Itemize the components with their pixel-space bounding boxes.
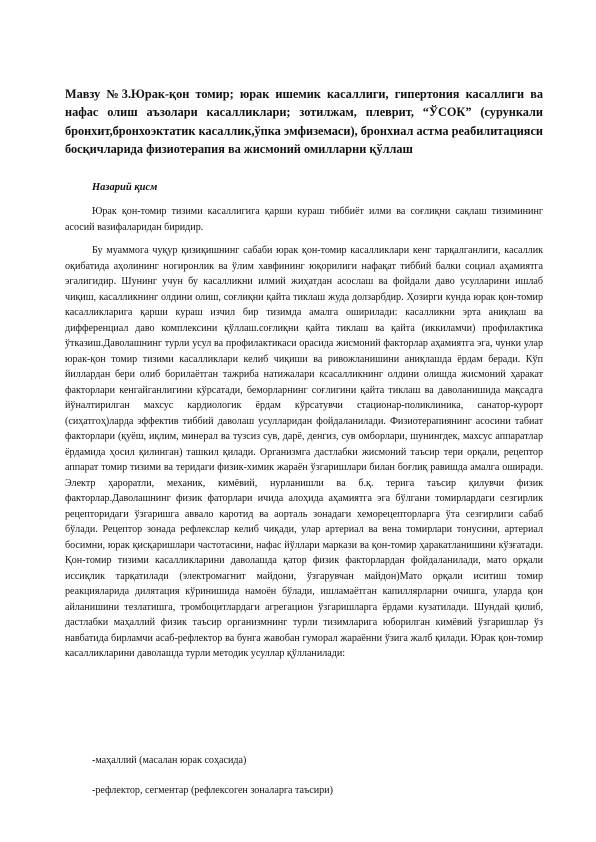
list-item: -маҳаллий (масалан юрак соҳасида) — [92, 755, 247, 766]
paragraph: Юрак қон-томир тизими касаллигига қарши кураш тиббиёт илми ва соғлиқни сақлаш тизимининг асосий вазифаларидан биридир. — [65, 206, 543, 233]
paragraph: Бу муаммога чуқур қизиқишнинг сабаби юрак қон-томир касалликлари кенг тарқалганлиги, касаллик оқибатида аҳолининг ногиронлик ва ўлим хавфининг юқорилиги нафақат тиббий балки социал аҳамиятга эгалигидир. Шунинг учун бу касалликни илмий жиҳатдан асослаш ва фойдали даво усулларини ишлаб чиқиш, касалликнинг олдини олиш, соғлиқни қайта тиклаш жуда долзарбдир. Ҳозирги кунда юрак қон-томир касалликларига қарши кураш изчил бир тизимда амалга оширилади: касалликни эрта аниқлаш ва дифференциал даво комплексини қўллаш.соғлиқни қайта тиклаш ва қайта (иккиламчи) профилактика ўтказиш.Даволашнинг турли усул ва профилактикаси орасида жисмоний факторлар аҳамиятга эга, чунки улар юрак-қон томир тизими касалликлари келиб чиқиши ва ривожланишини аниқлашда ёрдам беради. Кўп йиллардан бери олиб борилаётган тажриба натижалари ксасалликнинг олдини олишда жисмоний ҳаракат факторлари кенгайганлигини кўрсатади, беморларнинг соғлигини қайта тиклаш ва даволанишида мақсадга йўналтирилган махсус кардиологик ёрдам кўрсатувчи стационар-поликлиника, санатор-курорт (сиҳатгоҳ)ларда эффектив тиббий даволаш усулларидан фойдаланилади. Физиотерапиянинг асосини табиат факторлари (қуёш, иқлим, минерал ва тузсиз сув, дарё, денгиз, сув омборлари, шунингдек, махсус аппаратлар ёрдамида ҳосил қилинган) ташкил қилади. Организмга дастлабки жисмоний таъсир тери орқали, рецептор аппарат томир тизими ва теридаги физик-химик жараён ўзгаришлари билан боғлиқ равишда амалга оширади. Электр ҳароратли, механик, кимёвий, нурланишли ва б.қ. терига таъсир қилувчи физик факторлар.Даволашнинг физик фаторлари ичида алоҳида аҳамиятга эга бўлгани томирлардаги сезгирлик рецепторидаги ўзгаришга аввало каротид ва аорталь зонадаги хеморецепторларга ўта сезгирлиги сабаб бўлади. Рецептор зонада рефлекслар келиб чиқади, улар артериал ва вена томирлари тонусини, артериал босимни, юрак қисқаришлари частотасини, нафас йўллари маркази ва қон-томир ҳаракатланишини кўзғатади. Қон-томир тизими касалликларини даволашда қатор физик факторлардан фойдаланилади, мато орқали иссиқлик тарқатилади (электромагнит майдони, ўзгарувчан майдон)Мато орқали иситиш томир реакцияларида дилятация кўринишида намоён бўлади, ишламаётган капиллярларни очишга, уларда қон айланишини тезлатишга, тромбоцитлардаги агрегацион ўзгаришларга ёрдами кузатилади. Шундай қилиб, дастлабки маҳаллий физик таъсир организмнинг турли тизимларига юборилган кимёвий ўзгаришлар ўз навбатида бирламчи асаб-рефлектор ва бунга жавобан гуморал жараённи ўзига жалб қилади. Юрак қон-томир касалликларини даволашда турли методик усуллар қўлланилади: — [65, 245, 543, 659]
document-body — [65, 204, 543, 670]
section-heading: Назарий қисм — [92, 182, 158, 193]
document-title: Мавзу №3.Юрак-қон томир; юрак ишемик касаллиги, гипертония касаллиги ва нафас олиш аъзолари касалликлари; зотилжам, плеврит, “ЎСОК” (сурункали бронхит,бронхоэктатик касаллик,ўпка эмфиземаси), бронхиал астма реабилитацияси босқичларида физиотерапия ва жисмоний омилларни қўллаш — [65, 87, 543, 157]
list-item: -рефлектор, сегментар (рефлексоген зоналарга таъсири) — [92, 785, 333, 796]
